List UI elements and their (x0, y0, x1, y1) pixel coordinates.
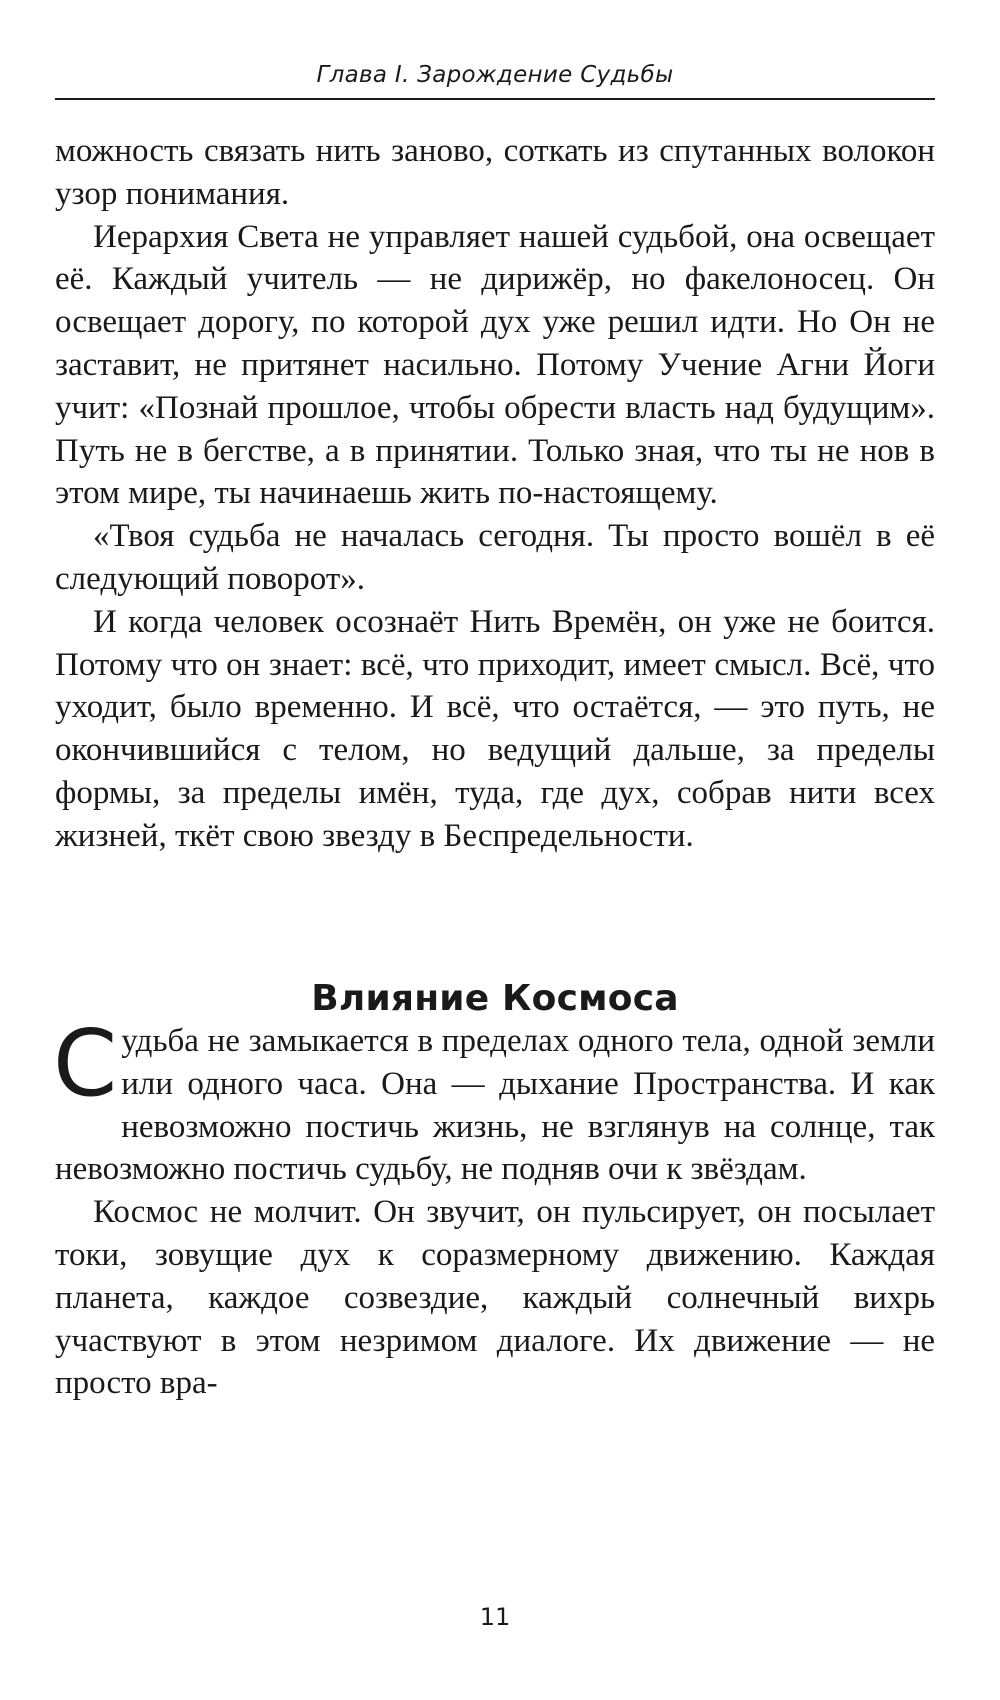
paragraph-continuation: можность связать нить заново, соткать из спутанных волокон узор понимания. (55, 133, 935, 212)
paragraph: И когда человек осознаёт Нить Времён, он уже не боится. Потому что он знает: всё, что приходит, имеет смысл. Всё, что уходит, было временно. И всё, что остаётся, — это путь, не окончившийся с телом, но ведущий дальше, за пределы формы, за пределы имён, туда, где дух, собрав нити всех жизней, ткёт свою звезду в Беспредельности. (55, 603, 935, 854)
page-number: 11 (479, 1603, 511, 1631)
running-head: Глава I. Зарождение Судьбы (316, 62, 674, 88)
section-heading: Влияние Космоса (311, 978, 679, 1019)
quote-paragraph: «Твоя судьба не началась сегодня. Ты просто вошёл в её следующий поворот». (55, 518, 935, 597)
section-first-paragraph (53, 1010, 935, 1191)
drop-cap-letter: С (53, 1010, 118, 1117)
text-block-section (53, 1010, 935, 1405)
section-first-paragraph-text: удьба не замыкается в пределах одного тела, одной земли или одного часа. Она — дыхание Пространства. И как невозможно постичь жизнь, не взглянув на солнце, так невозможно постичь судьбу, не подняв очи к звёздам. (55, 1023, 935, 1188)
text-block-top (55, 130, 935, 858)
header-rule (55, 98, 935, 100)
paragraph: Иерархия Света не управляет нашей судьбой, она освещает её. Каждый учитель — не дирижёр, но факелоносец. Он освещает дорогу, по которой дух уже решил идти. Но Он не заставит, не притянет насильно. Потому Учение Агни Йоги учит: «Познай прошлое, чтобы обрести власть над будущим». Путь не в бегстве, а в принятии. Только зная, что ты не нов в этом мире, ты начинаешь жить по-настоящему. (55, 218, 935, 512)
paragraph: Космос не молчит. Он звучит, он пульсирует, он посылает токи, зовущие дух к соразмерному движению. Каждая планета, каждое созвездие, каждый солнечный вихрь участвуют в этом незримом диалоге. Их движение — не просто вра- (55, 1194, 935, 1402)
